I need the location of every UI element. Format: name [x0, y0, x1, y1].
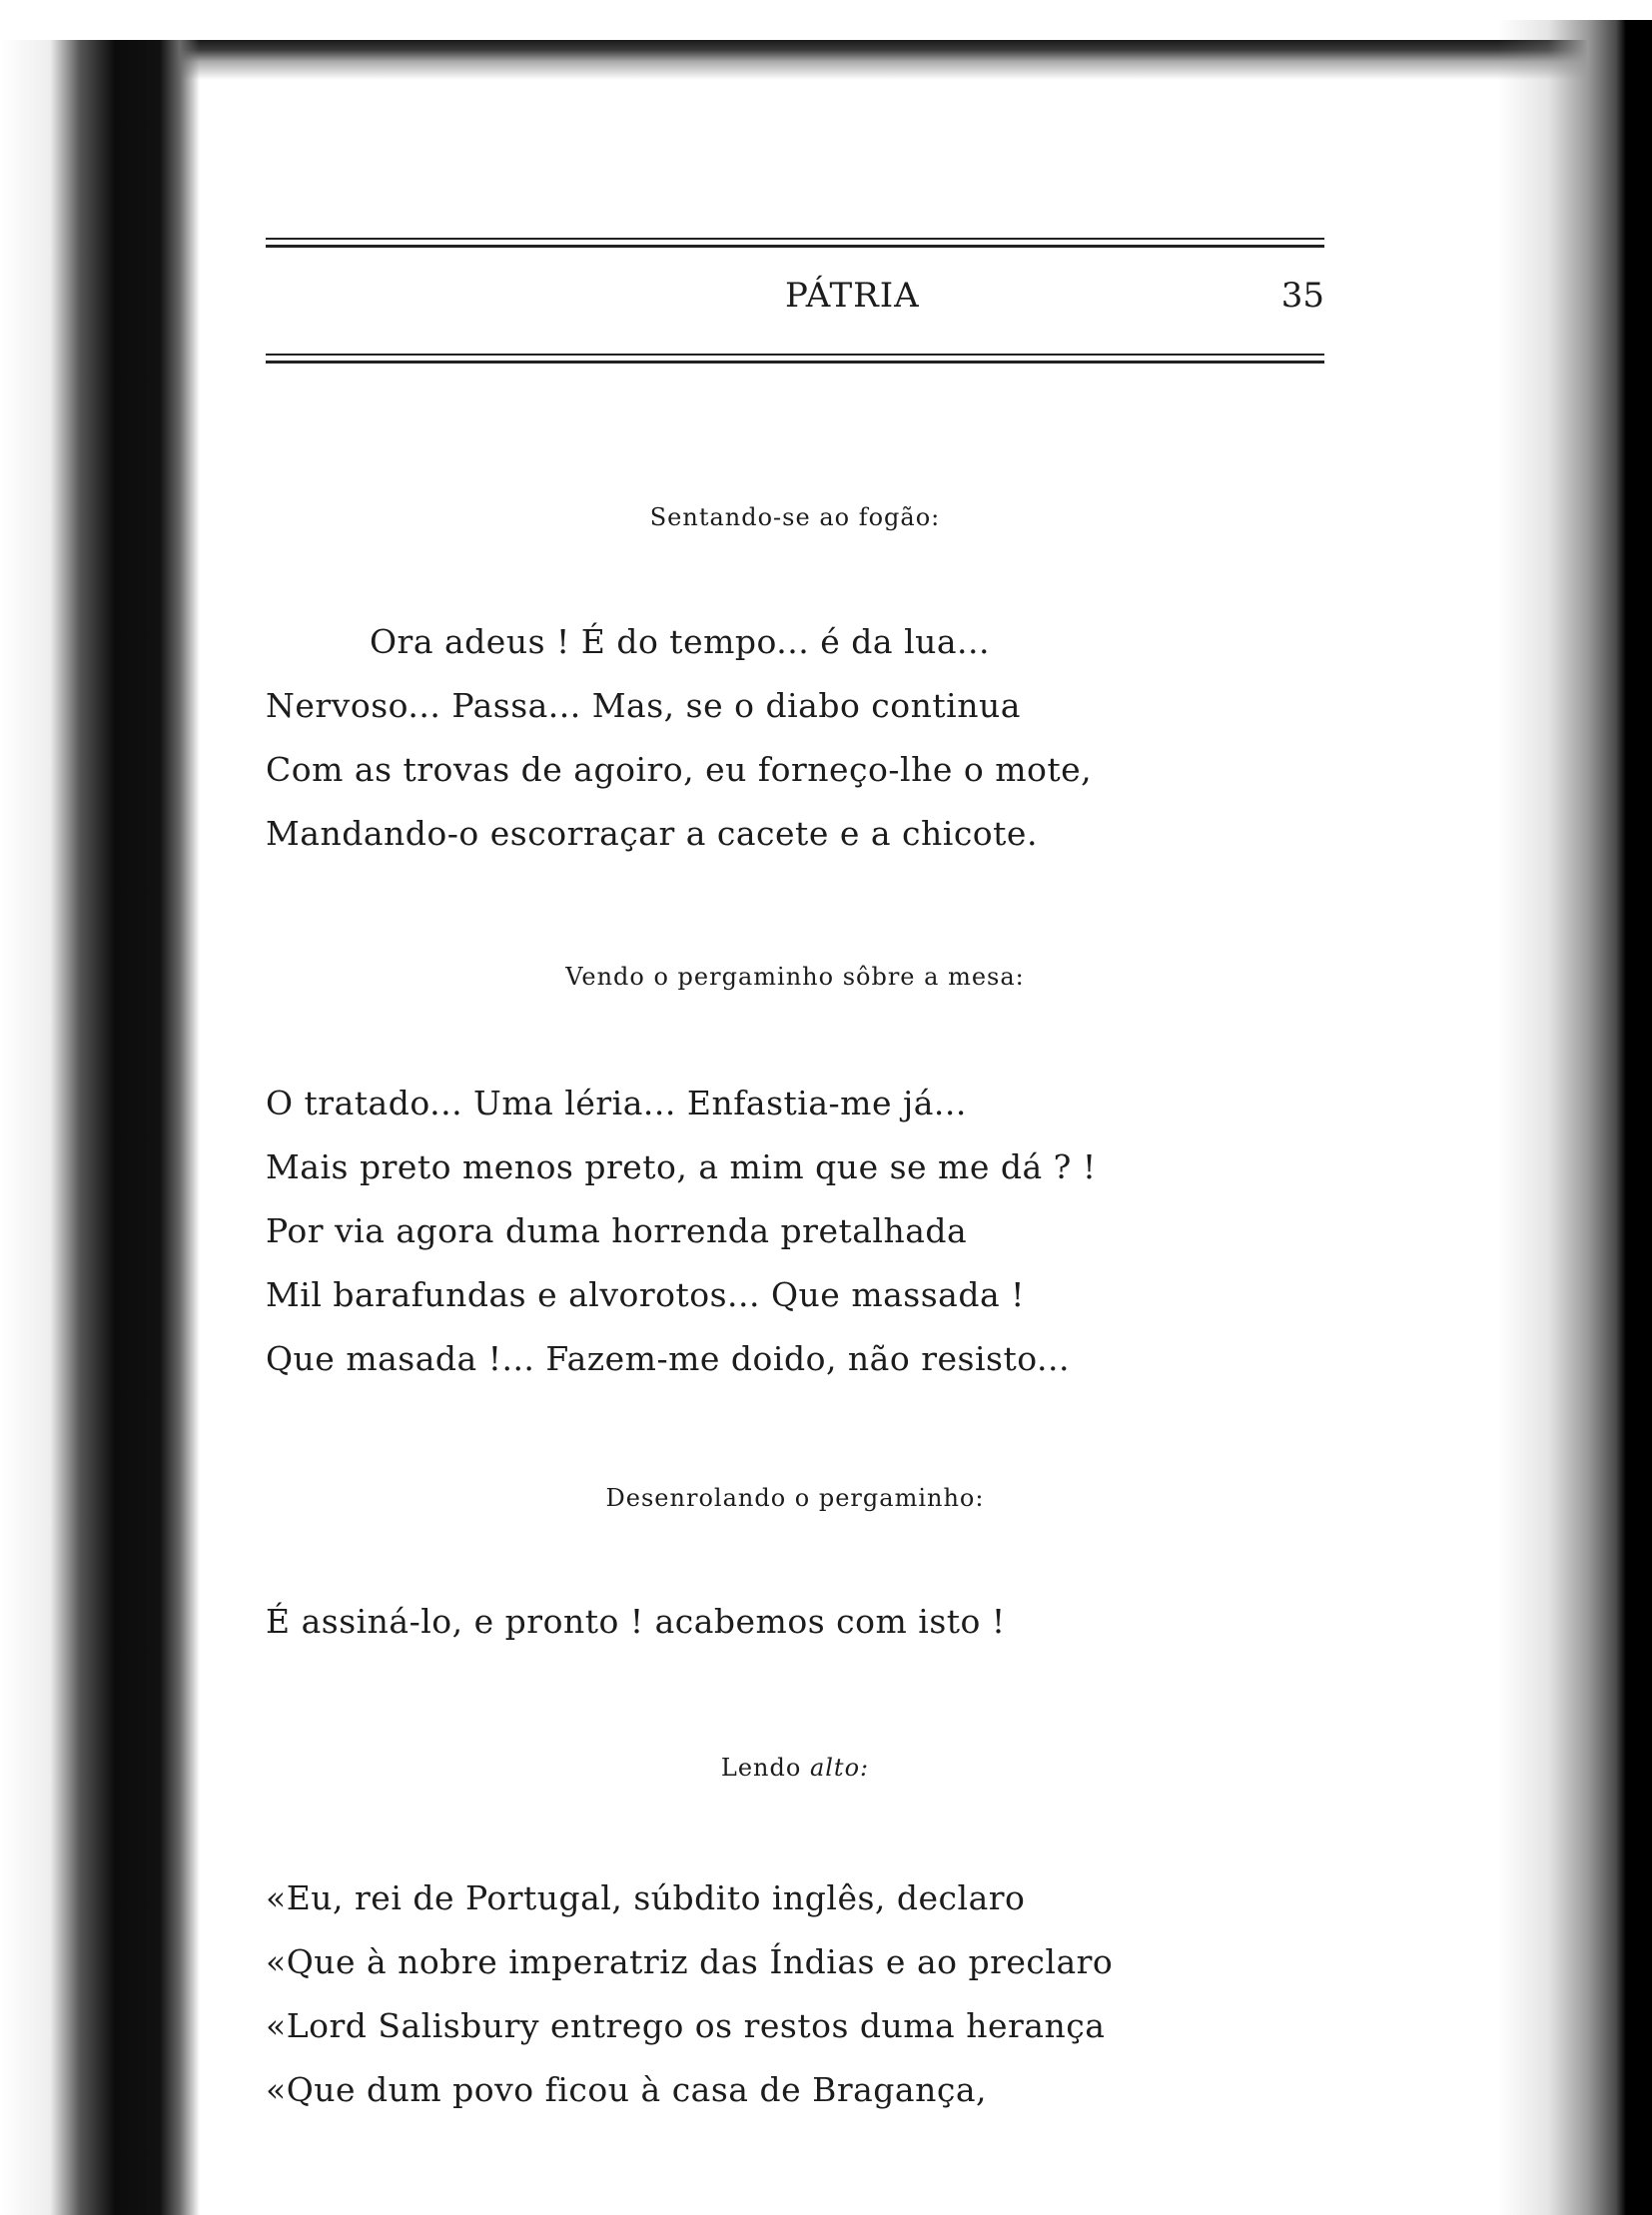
- verse-line: Por via agora duma horrenda pretalhada: [266, 1211, 968, 1250]
- verse-line: Que masada !... Fazem-me doido, não resisto...: [266, 1339, 1070, 1378]
- verse-line: «Lord Salisbury entrego os restos duma herança: [266, 2006, 1106, 2045]
- page-number: 35: [1280, 276, 1324, 316]
- stage-direction-text: Lendo: [720, 1754, 810, 1782]
- stage-direction: [266, 1754, 1324, 1782]
- header-rule-top: [266, 238, 1324, 248]
- verse-line: Mandando-o escorraçar a cacete e a chicote.: [266, 814, 1038, 853]
- running-head: [266, 272, 1324, 322]
- verse-line: Nervoso... Passa... Mas, se o diabo continua: [266, 686, 1021, 725]
- verse-stanza: [266, 1072, 1344, 1391]
- page-title: PÁTRIA: [785, 276, 920, 316]
- verse-line: É assiná-lo, e pronto ! acabemos com isto !: [266, 1602, 1006, 1641]
- header-rule-bottom: [266, 354, 1324, 364]
- stage-direction: Vendo o pergaminho sôbre a mesa:: [565, 963, 1025, 991]
- stage-direction: Desenrolando o pergaminho:: [605, 1484, 985, 1512]
- scan-border-left: [0, 40, 200, 2215]
- verse-line: O tratado... Uma léria... Enfastia-me já...: [266, 1084, 967, 1122]
- stage-direction-emphasis: alto:: [809, 1754, 870, 1782]
- scan-border-right: [1498, 20, 1652, 2215]
- verse-line: «Que à nobre imperatriz das Índias e ao preclaro: [266, 1942, 1114, 1981]
- verse-stanza: [266, 1866, 1344, 2122]
- verse-line: Ora adeus ! É do tempo... é da lua...: [370, 622, 991, 661]
- verse-stanza: [266, 610, 1344, 866]
- verse-line: Com as trovas de agoiro, eu forneço-lhe o mote,: [266, 750, 1093, 789]
- verse-line: Mil barafundas e alvorotos... Que massada !: [266, 1275, 1025, 1314]
- verse-line: «Que dum povo ficou à casa de Bragança,: [266, 2070, 987, 2109]
- stage-direction: Sentando-se ao fogão:: [649, 503, 941, 531]
- verse-stanza: [266, 1590, 1344, 1654]
- scan-border-top: [0, 40, 1652, 80]
- verse-line: «Eu, rei de Portugal, súbdito inglês, declaro: [266, 1878, 1026, 1917]
- verse-line: Mais preto menos preto, a mim que se me dá ? !: [266, 1147, 1097, 1186]
